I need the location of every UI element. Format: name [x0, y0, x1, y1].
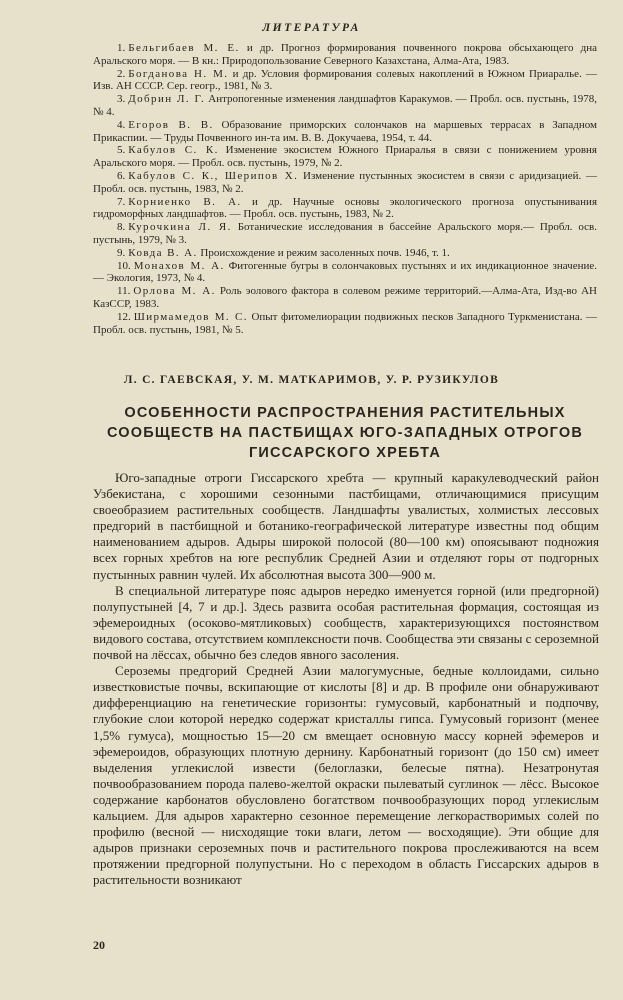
article-paragraph: Юго-западные отроги Гиссарского хребта — крупный каракулеводческий район Узбекистана, с хорошими сезонными пастбищами, отличающимися присущим своеобразием растительных сообществ. Ландшафты увалистых, холмистых лессовых предгорий в пастбищной и ботанико-географической литературе известны под общим наименованием адыров. Адыры широкой полосой (80—100 км) опоясывают подножия всех горных хребтов на юге республик Средней Азии и отделяют горы от подгорных пустынных равнин чулей. Их абсолютная высота 300—900 м.	[93, 470, 599, 582]
reference-item	[93, 196, 597, 222]
reference-text: Фитогенные бугры в солончаковых пустынях и их индикационное значение. — Экология, 1973, № 4.	[93, 259, 597, 285]
reference-number: 5.	[117, 144, 126, 157]
article-paragraph: В специальной литературе пояс адыров нередко именуется горной (или предгорной) полупустыней [4, 7 и др.]. Здесь развита особая растительная формация, состоящая из эфемероидных (осоково-мятликовых) сообществ, характеризующихся постоянством видового состава, отсутствием комплексности почв. Сообщества эти связаны с сероземной почвой на лёссах, обычно без следов явного засоления.	[93, 582, 599, 663]
section-title: ЛИТЕРАТУРА	[262, 22, 361, 34]
reference-number: 1.	[117, 42, 126, 54]
article-paragraph: Сероземы предгорий Средней Азии малогумусные, бедные коллоидами, сильно известковистые почвы, вскипающие от кислоты [8] и др. В профиле они обнаруживают дифференциацию на генетические горизонты: гумусовый, карбонатный и подпочву, глубокие слои которой нередко содержат кристаллы гипса. Гумусовый горизонт (менее 1,5% гумуса), мощностью 15—20 см вмещает основную массу корней эфемеров и эфемероидов, образующих плотную дернину. Карбонатный горизонт (до 150 см) имеет выделения углекислой извести (белоглазки, белесые пятна). Незатронутая почвообразованием порода палево-желтой окраски пылеватый суглинок — лёсс. Высокое содержание карбонатов обусловлено богатством почвообразующих пород углекислым кальцием. Для адыров характерно сезонное перемещение легкорастворимых солей по профилю (весной — нисходящие токи влаги, летом — восходящие). Эти общие для адыров признаки сероземных почв и растительного покрова прослеживаются на всем протяжении предгорной полупустыни. Но с переходом в область Гиссарских адыров в растительности возникают	[93, 663, 599, 888]
reference-text: Изменение пустынных экосистем в связи с аридизацией. — Пробл. осв. пустынь, 1983, № 2.	[93, 169, 598, 195]
reference-number: 6.	[117, 169, 126, 182]
reference-author: Орлова М. А.	[133, 285, 216, 298]
reference-author: Кабулов С. К.	[128, 144, 219, 157]
reference-text: и др. Условия формирования солевых накоплений в Южном Приаралье. — Изв. АН СССР. Сер. геогр., 1981, № 3.	[93, 67, 598, 93]
reference-text: и др. Прогноз формирования почвенного покрова обсыхающего дна Аральского моря. — В кн.: Природопользование Северного Казахстана, Алма-Ата, 1983.	[93, 42, 598, 67]
reference-text: Происхождение и режим засоленных почв. 1946, т. 1.	[200, 246, 450, 259]
reference-author: Курочкина Л. Я.	[128, 221, 232, 234]
reference-item	[93, 119, 597, 145]
reference-item	[93, 144, 597, 170]
reference-author: Добрин Л. Г.	[128, 93, 206, 106]
reference-number: 10.	[117, 259, 131, 272]
reference-number: 2.	[117, 67, 126, 80]
reference-number: 7.	[117, 195, 126, 208]
reference-number: 8.	[117, 221, 126, 234]
reference-text: Изменение экосистем Южного Приаралья в связи с понижением уровня Аральского моря. — Пробл. осв. пустынь, 1979, № 2.	[93, 144, 597, 170]
reference-item	[93, 247, 597, 260]
article-authors: Л. С. ГАЕВСКАЯ, У. М. МАТКАРИМОВ, У. Р. РУЗИКУЛОВ	[123, 374, 500, 386]
reference-author: Ковда В. А.	[128, 246, 198, 259]
page-number: 20	[93, 938, 105, 952]
reference-text: Опыт фитомелиорации подвижных песков Западного Туркменистана. — Пробл. осв. пустынь, 1981, № 5.	[93, 310, 597, 336]
article-title: ОСОБЕННОСТИ РАСПРОСТРАНЕНИЯ РАСТИТЕЛЬНЫХ СООБЩЕСТВ НА ПАСТБИЩАХ ЮГО-ЗАПАДНЫХ ОТРОГОВ ГИССАРСКОГО ХРЕБТА	[106, 405, 584, 461]
reference-text: Образование приморских солончаков на маршевых террасах в Западном Прикаспии. — Труды Почвенного ин-та им. В. В. Докучаева, 1954, т. 44.	[93, 118, 597, 144]
reference-author: Бельгибаев М. Е.	[128, 42, 240, 54]
reference-item	[93, 311, 597, 337]
reference-author: Монахов М. А.	[133, 259, 225, 272]
article-body	[93, 470, 599, 888]
reference-item	[93, 285, 597, 311]
reference-text: Ботанические исследования в бассейне Аральского моря.— Пробл. осв. пустынь, 1979, № 3.	[93, 221, 598, 246]
reference-item	[93, 42, 597, 68]
reference-author: Корниенко В. А.	[128, 195, 242, 208]
reference-item	[93, 260, 597, 286]
reference-item	[93, 221, 597, 247]
reference-item	[93, 93, 597, 119]
reference-author: Богданова Н. М.	[128, 67, 229, 80]
reference-text: и др. Научные основы экологического прогноза опустынивания гидроморфных ландшафтов. — Пробл. осв. пустынь, 1983, № 2.	[93, 195, 597, 221]
reference-list	[93, 42, 597, 336]
reference-number: 3.	[117, 93, 126, 106]
reference-number: 4.	[117, 118, 126, 131]
reference-author: Кабулов С. К., Шерипов Х.	[128, 169, 299, 182]
reference-author: Ширмамедов М. С.	[133, 310, 248, 323]
reference-number: 9.	[117, 246, 126, 259]
reference-number: 11.	[117, 285, 131, 298]
reference-number: 12.	[117, 310, 131, 323]
reference-item	[93, 68, 597, 94]
reference-author: Егоров В. В.	[128, 118, 214, 131]
reference-text: Антропогенные изменения ландшафтов Каракумов. — Пробл. осв. пустынь, 1978, № 4.	[93, 93, 597, 118]
reference-item	[93, 170, 597, 196]
reference-text: Роль эолового фактора в солевом режиме территорий.—Алма-Ата, Изд-во АН КазССР, 1983.	[93, 285, 598, 310]
